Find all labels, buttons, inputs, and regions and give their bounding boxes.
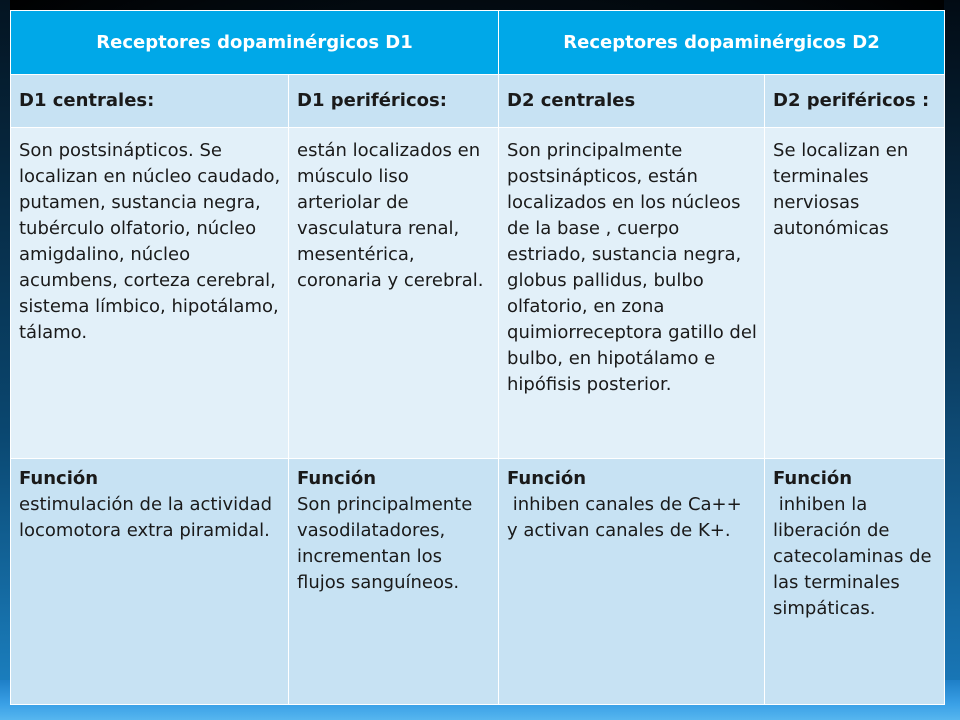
location-d2-central: Son principalmente postsinápticos, están localizados en los núcleos de la base , cuerpo estriado, sustancia negra, globus pallidus, bulbo olfatorio, en zona quimiorreceptora gatillo del bulbo, en hipotálamo e hipófisis posterior. (499, 128, 765, 459)
function-text: inhiben la liberación de catecolaminas de las terminales simpáticas. (773, 494, 938, 619)
function-text: estimulación de la actividad locomotora extra piramidal. (19, 494, 278, 541)
function-title: Función (19, 468, 99, 489)
function-title: Función (507, 468, 587, 489)
location-d1-peripheral: están localizados en músculo liso arteriolar de vasculatura renal, mesentérica, coronaria y cerebral. (289, 128, 499, 459)
right-glow-border (944, 0, 960, 720)
location-row (11, 128, 945, 459)
subheader-d2-central: D2 centrales (499, 75, 765, 128)
location-d1-central: Son postsinápticos. Se localizan en núcleo caudado, putamen, sustancia negra, tubérculo olfatorio, núcleo amigdalino, núcleo acumbens, corteza cerebral, sistema límbico, hipotálamo, tálamo. (11, 128, 289, 459)
header-d2: Receptores dopaminérgicos D2 (499, 11, 945, 75)
subheader-d1-central: D1 centrales: (11, 75, 289, 128)
subheader-d2-peripheral: D2 periféricos : (765, 75, 945, 128)
function-text: inhiben canales de Ca++ y activan canales de K+. (507, 494, 748, 541)
function-cell-d1-central (11, 459, 289, 705)
header-row (11, 11, 945, 75)
function-text: Son principalmente vasodilatadores, incrementan los flujos sanguíneos. (297, 494, 479, 593)
left-glow-border (0, 0, 10, 720)
function-title: Función (773, 468, 853, 489)
function-row (11, 459, 945, 705)
header-d1: Receptores dopaminérgicos D1 (11, 11, 499, 75)
function-cell-d2-central (499, 459, 765, 705)
receptors-table (10, 10, 945, 705)
subheader-row (11, 75, 945, 128)
function-title: Función (297, 468, 377, 489)
location-d2-peripheral: Se localizan en terminales nerviosas autonómicas (765, 128, 945, 459)
function-cell-d2-peripheral (765, 459, 945, 705)
subheader-d1-peripheral: D1 periféricos: (289, 75, 499, 128)
function-cell-d1-peripheral (289, 459, 499, 705)
